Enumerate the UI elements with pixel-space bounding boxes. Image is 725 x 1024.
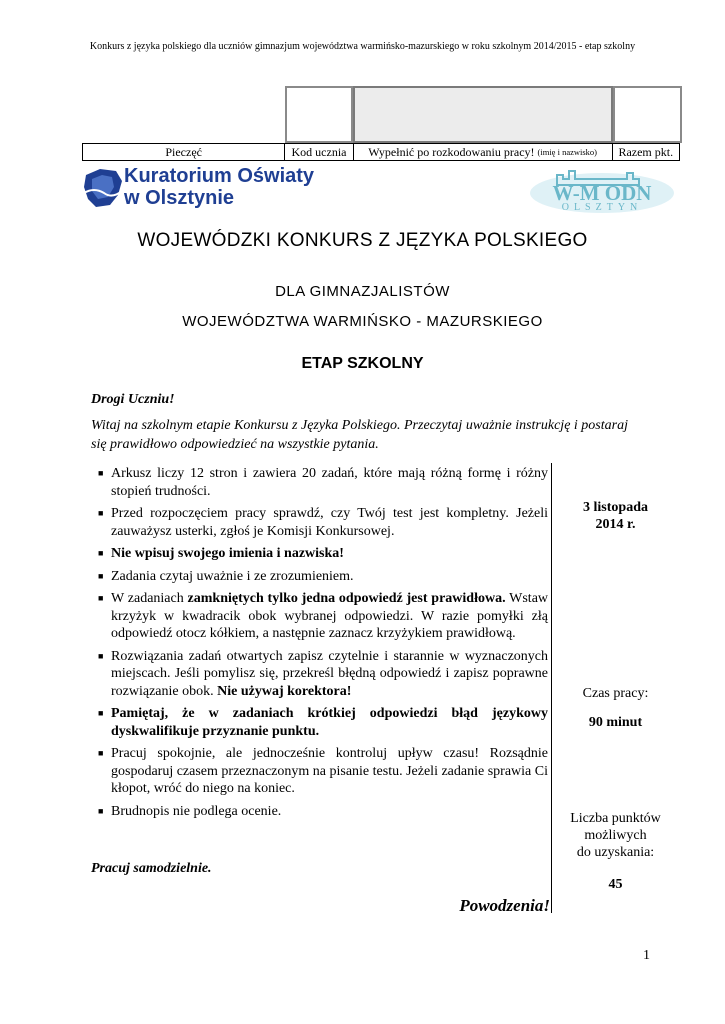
seal-box: [285, 86, 353, 143]
work-alone-note: Pracuj samodzielnie.: [91, 861, 212, 876]
column-divider: [551, 463, 552, 913]
list-item: ■ Przed rozpoczęciem pracy sprawdź, czy Twój test jest kompletny. Jeżeli zauważysz usterki, zgłoś je Komisji Konkursowej.: [98, 506, 548, 539]
list-item: ■ Zadania czytaj uważnie i ze zrozumieniem.: [98, 568, 354, 584]
intro-text: Witaj na szkolnym etapie Konkursu z Języka Polskiego. Przeczytaj uważnie instrukcję i postaraj się prawidłowo odpowiedzieć na wszystkie pytania.: [91, 418, 628, 452]
stage-heading: ETAP SZKOLNY: [301, 355, 424, 372]
bullet-icon: ■: [98, 593, 104, 603]
list-item: ■ Pamiętaj, że w zadaniach krótkiej odpowiedzi błąd językowy dyskwalifikuje przyznanie punktu.: [98, 706, 548, 739]
name-box: [353, 86, 613, 143]
bullet-icon: ■: [98, 805, 104, 816]
bullet-icon: ■: [98, 508, 104, 518]
student-code-label: Kod ucznia: [285, 144, 353, 160]
page-title: WOJEWÓDZKI KONKURS Z JĘZYKA POLSKIEGO: [137, 230, 588, 251]
time-label: Czas pracy:: [582, 686, 649, 701]
wmodn-city: OLSZTYN: [561, 202, 643, 213]
greeting: Drogi Uczniu!: [91, 392, 175, 407]
max-points-label: Liczba punktów możliwych do uzyskania:: [570, 811, 661, 860]
form-labels-row: [82, 143, 680, 161]
bullet-icon: ■: [98, 650, 104, 661]
list-item: ■ W zadaniach zamkniętych tylko jedna odpowiedź jest prawidłowa. Wstaw krzyżyk w kwadracik obok wybranej odpowiedzi. W razie pomyłki złą odpowiedź otocz kółkiem, a następnie zaznacz krzyżykiem prawidłową.: [98, 591, 549, 641]
bullet-icon: ■: [98, 748, 104, 758]
max-points-value: 45: [608, 877, 623, 892]
points-box: [613, 86, 682, 143]
kuratorium-name-line2: w Olsztynie: [124, 187, 235, 209]
bullet-icon: ■: [98, 570, 104, 581]
wmodn-logo: [527, 165, 677, 215]
kuratorium-logo: [82, 165, 322, 213]
kuratorium-name-line1: Kuratorium Oświaty: [124, 165, 315, 187]
seal-label: Pieczęć: [83, 144, 285, 160]
subtitle-students: DLA GIMNAZJALISTÓW: [275, 283, 450, 300]
bullet-icon: ■: [98, 708, 104, 718]
bullet-icon: ■: [98, 548, 104, 558]
list-item: ■ Pracuj spokojnie, ale jednocześnie kontroluj upływ czasu! Rozsądnie gospodaruj czasem przeznaczonym na pisanie testu. Jeżeli zadanie sprawia Ci kłopot, wróć do niego na koniec.: [98, 746, 548, 796]
list-item: ■ Brudnopis nie podlega ocenie.: [98, 803, 282, 819]
list-item: ■ Arkusz liczy 12 stron i zawiera 20 zadań, które mają różną formę i różny stopień trudności.: [98, 466, 548, 499]
wmodn-name: W-M ODN: [552, 181, 652, 205]
running-header: Konkurs z języka polskiego dla uczniów gimnazjum województwa warmińsko-mazurskiego w roku szkolnym 2014/2015 - etap szkolny: [89, 41, 636, 52]
instructions-list: [98, 465, 548, 825]
page-number: 1: [643, 948, 650, 963]
fill-after-label: Wypełnić po rozkodowaniu pracy! (imię i nazwisko): [354, 144, 613, 160]
good-luck: Powodzenia!: [459, 896, 550, 915]
exam-date: 3 listopada 2014 r.: [583, 500, 648, 532]
time-value: 90 minut: [588, 715, 643, 730]
list-item: ■ Nie wpisuj swojego imienia i nazwiska!: [98, 546, 344, 561]
total-points-label: Razem pkt.: [618, 144, 674, 159]
bullet-icon: ■: [98, 468, 104, 478]
subtitle-region: WOJEWÓDZTWA WARMIŃSKO - MAZURSKIEGO: [182, 313, 543, 330]
list-item: ■ Rozwiązania zadań otwartych zapisz czytelnie i starannie w wyznaczonych miejscach. Jeśli pomylisz się, przekreśl błędną odpowiedź i zapisz poprawne rozwiązanie obok. Nie używaj korektora!: [98, 648, 548, 699]
